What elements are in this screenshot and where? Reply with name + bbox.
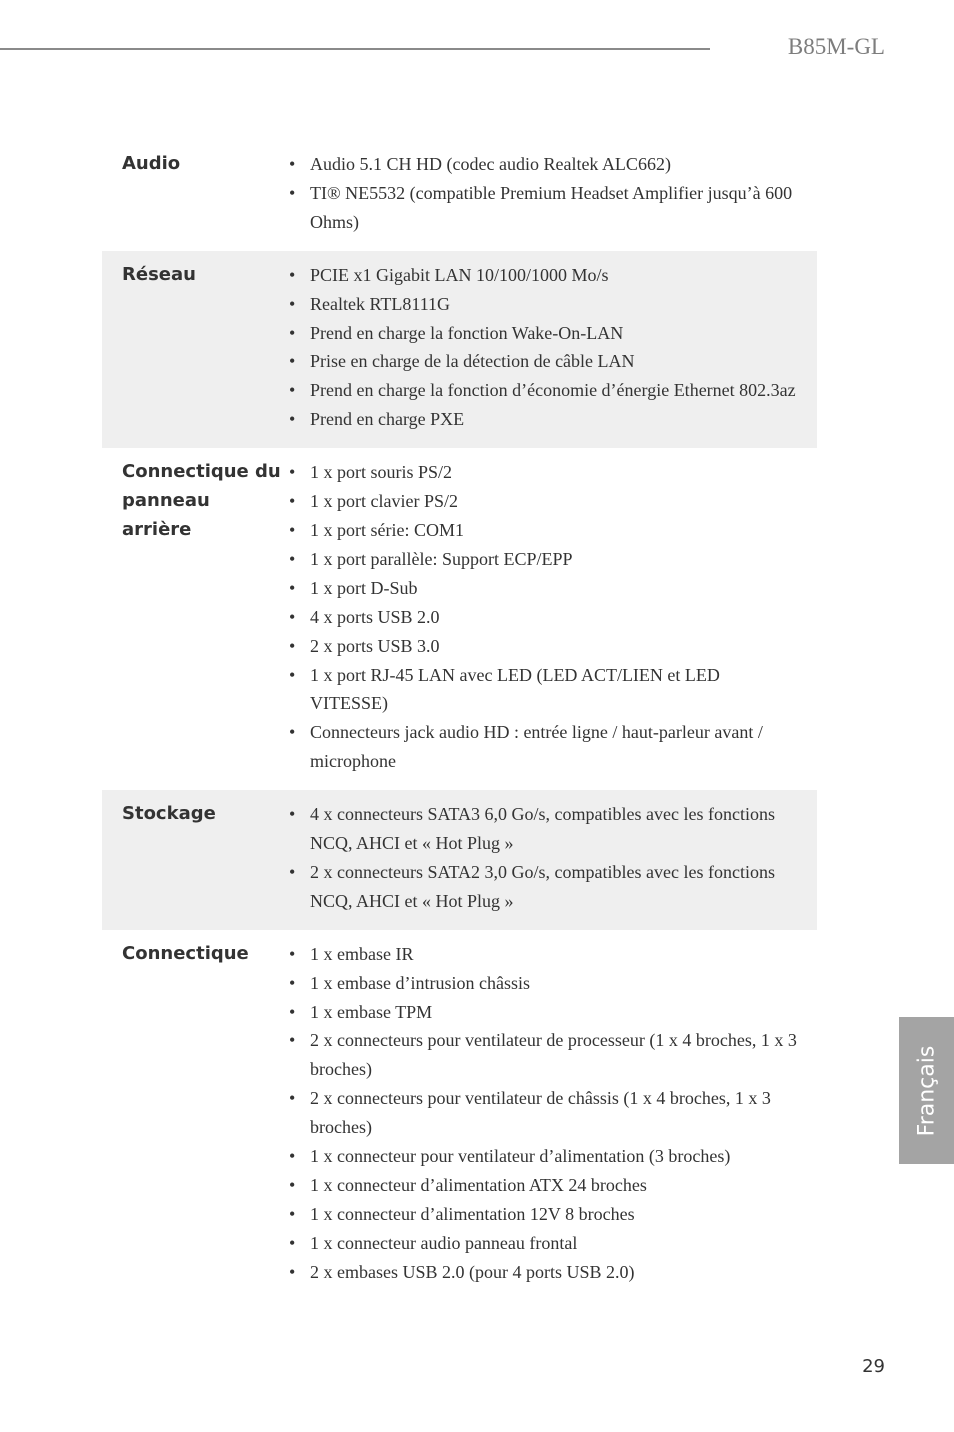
spec-row-audio (102, 140, 817, 251)
list-item: • 1 x embase IR (287, 940, 797, 969)
header-rule (0, 48, 710, 50)
list-item: • 1 x connecteur d’alimentation ATX 24 broches (287, 1171, 797, 1200)
list-item: • 1 x port série: COM1 (287, 516, 797, 545)
page-number: 29 (862, 1356, 885, 1377)
spec-row-reseau (102, 251, 817, 448)
list-item: • Prend en charge PXE (287, 405, 797, 434)
model-name: B85M-GL (787, 34, 885, 59)
spec-label: Audio (122, 153, 181, 174)
spec-list (284, 150, 797, 237)
list-item: • 2 x connecteurs SATA2 3,0 Go/s, compatibles avec les fonctions NCQ, AHCI et « Hot Plug » (287, 858, 797, 916)
list-item: • Prise en charge de la détection de câble LAN (287, 347, 797, 376)
spec-label: Connectique du panneau arrière (122, 461, 281, 540)
spec-list (284, 940, 797, 1287)
list-item: • 1 x connecteur pour ventilateur d’alimentation (3 broches) (287, 1142, 797, 1171)
spec-label: Réseau (122, 263, 196, 285)
list-item: • 1 x connecteur audio panneau frontal (287, 1229, 797, 1258)
list-item: • 1 x port RJ-45 LAN avec LED (LED ACT/LIEN et LED VITESSE) (287, 661, 797, 719)
list-item: • 1 x embase d’intrusion châssis (287, 969, 797, 998)
list-item: • 2 x connecteurs pour ventilateur de processeur (1 x 4 broches, 1 x 3 broches) (287, 1026, 797, 1084)
list-item: • Prend en charge la fonction d’économie d’énergie Ethernet 802.3az (287, 376, 797, 405)
list-item: • 1 x connecteur d’alimentation 12V 8 broches (287, 1200, 797, 1229)
language-tab (899, 1017, 954, 1164)
spec-list (284, 458, 797, 776)
spec-label: Connectique (122, 942, 249, 964)
spec-table (102, 140, 817, 1301)
list-item: • 1 x embase TPM (287, 998, 797, 1027)
list-item: • PCIE x1 Gigabit LAN 10/100/1000 Mo/s (287, 261, 797, 290)
spec-row-storage (102, 790, 817, 930)
list-item: • 1 x port clavier PS/2 (287, 487, 797, 516)
list-item: • TI® NE5532 (compatible Premium Headset Amplifier jusqu’à 600 Ohms) (287, 179, 797, 237)
spec-list (284, 800, 797, 916)
list-item: • 2 x ports USB 3.0 (287, 632, 797, 661)
list-item: • 1 x port D-Sub (287, 574, 797, 603)
spec-list (284, 261, 797, 434)
list-item: • Audio 5.1 CH HD (codec audio Realtek ALC662) (287, 150, 797, 179)
spec-row-connectors (102, 930, 817, 1301)
spec-row-rear-panel (102, 448, 817, 790)
spec-label: Stockage (122, 803, 216, 825)
list-item: • 4 x connecteurs SATA3 6,0 Go/s, compatibles avec les fonctions NCQ, AHCI et « Hot Plug » (287, 800, 797, 858)
list-item: • 4 x ports USB 2.0 (287, 603, 797, 632)
list-item: • 1 x port souris PS/2 (287, 458, 797, 487)
list-item: • Prend en charge la fonction Wake-On-LAN (287, 319, 797, 348)
list-item: • Realtek RTL8111G (287, 290, 797, 319)
list-item: • 2 x connecteurs pour ventilateur de châssis (1 x 4 broches, 1 x 3 broches) (287, 1084, 797, 1142)
language-tab-label: Français (914, 1045, 939, 1136)
list-item: • Connecteurs jack audio HD : entrée ligne / haut-parleur avant / microphone (287, 718, 797, 776)
list-item: • 2 x embases USB 2.0 (pour 4 ports USB 2.0) (287, 1258, 797, 1287)
list-item: • 1 x port parallèle: Support ECP/EPP (287, 545, 797, 574)
